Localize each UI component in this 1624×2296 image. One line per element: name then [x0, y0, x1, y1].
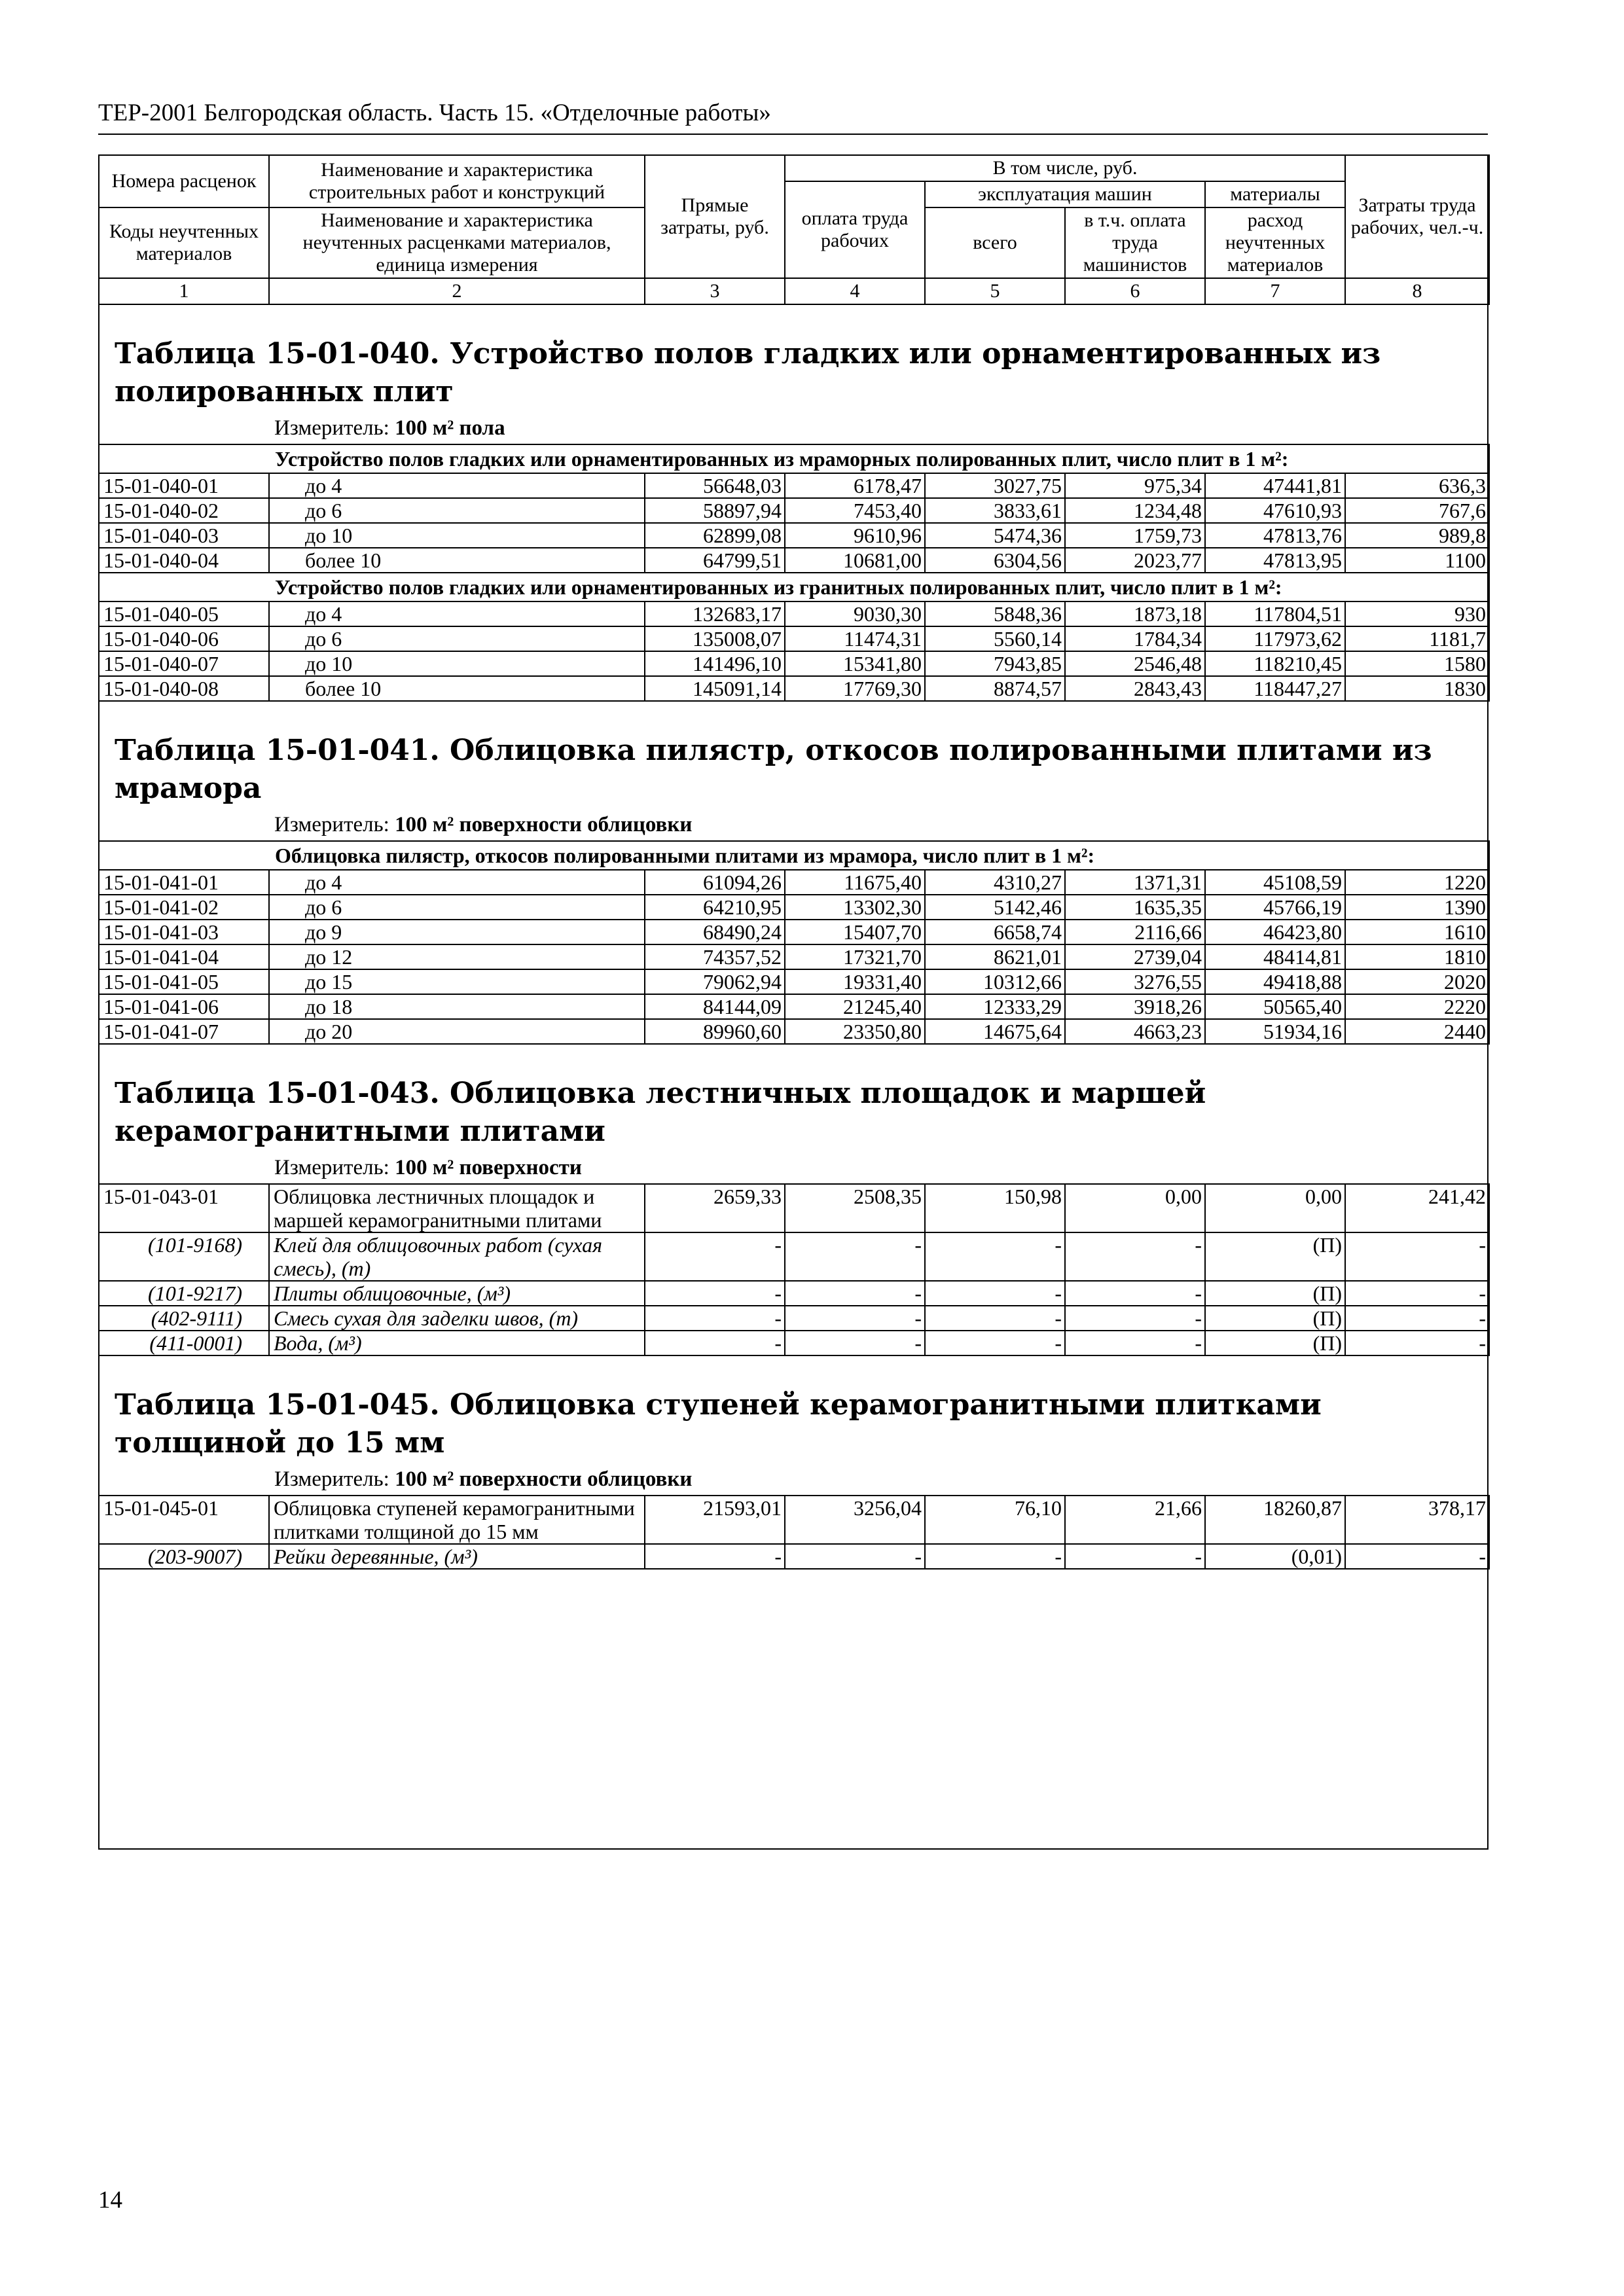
- rate-code: (402-9111): [99, 1306, 269, 1331]
- materials-cost: 50565,40: [1205, 994, 1345, 1019]
- rate-name: до 4: [269, 473, 645, 498]
- table-row: [99, 1184, 1489, 1232]
- machines-total: 4310,27: [925, 870, 1065, 895]
- direct-cost: -: [645, 1331, 785, 1355]
- page-number: 14: [98, 2187, 122, 2214]
- materials-cost: 47813,76: [1205, 523, 1345, 548]
- meter-row: [99, 1462, 1489, 1496]
- direct-cost: 64210,95: [645, 895, 785, 920]
- materials-cost: 118447,27: [1205, 676, 1345, 701]
- direct-cost: -: [645, 1306, 785, 1331]
- labor-hours: 2440: [1345, 1019, 1489, 1044]
- rate-code: 15-01-040-08: [99, 676, 269, 701]
- labor-pay: -: [785, 1331, 925, 1355]
- machinist-pay: 2116,66: [1065, 920, 1205, 944]
- labor-pay: 15407,70: [785, 920, 925, 944]
- meter-value: 100 м² поверхности: [395, 1156, 582, 1179]
- meter: [99, 1151, 1489, 1184]
- direct-cost: 61094,26: [645, 870, 785, 895]
- th-pryamye: Прямые затраты, руб.: [645, 155, 785, 278]
- machines-total: 5848,36: [925, 601, 1065, 626]
- meter-row: [99, 1151, 1489, 1184]
- rate-name: Облицовка ступеней керамогранитными плитками толщиной до 15 мм: [269, 1496, 645, 1544]
- labor-hours: 1810: [1345, 944, 1489, 969]
- th-vsego: всего: [925, 207, 1065, 278]
- direct-cost: 64799,51: [645, 548, 785, 573]
- direct-cost: 135008,07: [645, 626, 785, 651]
- machinist-pay: 2023,77: [1065, 548, 1205, 573]
- machines-total: 76,10: [925, 1496, 1065, 1544]
- labor-hours: -: [1345, 1281, 1489, 1306]
- table-row: [99, 651, 1489, 676]
- table-row: [99, 1496, 1489, 1544]
- page-header: [98, 97, 1488, 135]
- labor-pay: 11675,40: [785, 870, 925, 895]
- table-row: [99, 895, 1489, 920]
- machines-total: 6658,74: [925, 920, 1065, 944]
- col-num-1: 1: [99, 278, 269, 304]
- table-row: [99, 548, 1489, 573]
- table-title-row: [99, 1355, 1489, 1462]
- labor-hours: 241,42: [1345, 1184, 1489, 1232]
- machines-total: 14675,64: [925, 1019, 1065, 1044]
- table-title: Таблица 15-01-041. Облицовка пилястр, откосов полированными плитами из мрамора: [115, 734, 1432, 805]
- direct-cost: 21593,01: [645, 1496, 785, 1544]
- direct-cost: 132683,17: [645, 601, 785, 626]
- machinist-pay: 21,66: [1065, 1496, 1205, 1544]
- labor-pay: 19331,40: [785, 969, 925, 994]
- materials-cost: (П): [1205, 1232, 1345, 1281]
- materials-cost: (П): [1205, 1281, 1345, 1306]
- meter-row: [99, 808, 1489, 841]
- rate-code: 15-01-040-06: [99, 626, 269, 651]
- machinist-pay: 4663,23: [1065, 1019, 1205, 1044]
- rate-name: до 6: [269, 626, 645, 651]
- direct-cost: -: [645, 1232, 785, 1281]
- meter-label: Измеритель:: [274, 416, 389, 440]
- direct-cost: 89960,60: [645, 1019, 785, 1044]
- labor-pay: 6178,47: [785, 473, 925, 498]
- meter-label: Измеритель:: [274, 1467, 389, 1491]
- subsection-title: Облицовка пилястр, откосов полированными плитами из мрамора, число плит в 1 м²:: [99, 841, 1489, 870]
- header-row-1: [99, 155, 1489, 181]
- labor-hours: -: [1345, 1544, 1489, 1569]
- rates-table: [98, 154, 1490, 1570]
- machines-total: 3833,61: [925, 498, 1065, 523]
- material-row: [99, 1232, 1489, 1281]
- table-title-row: [99, 1044, 1489, 1151]
- machinist-pay: -: [1065, 1232, 1205, 1281]
- labor-pay: 9030,30: [785, 601, 925, 626]
- machines-total: 6304,56: [925, 548, 1065, 573]
- rate-name: Плиты облицовочные, (м³): [269, 1281, 645, 1306]
- machines-total: 8621,01: [925, 944, 1065, 969]
- materials-cost: 45108,59: [1205, 870, 1345, 895]
- rate-code: 15-01-041-05: [99, 969, 269, 994]
- rate-code: 15-01-041-06: [99, 994, 269, 1019]
- labor-hours: -: [1345, 1306, 1489, 1331]
- rate-code: 15-01-040-07: [99, 651, 269, 676]
- materials-cost: 117973,62: [1205, 626, 1345, 651]
- labor-pay: 9610,96: [785, 523, 925, 548]
- material-row: [99, 1331, 1489, 1355]
- labor-hours: -: [1345, 1331, 1489, 1355]
- rate-name: до 15: [269, 969, 645, 994]
- labor-pay: 17321,70: [785, 944, 925, 969]
- rate-code: 15-01-045-01: [99, 1496, 269, 1544]
- rate-name: до 10: [269, 651, 645, 676]
- machines-total: 5142,46: [925, 895, 1065, 920]
- col-num-6: 6: [1065, 278, 1205, 304]
- labor-hours: 378,17: [1345, 1496, 1489, 1544]
- th-rashod: расход неучтенных материалов: [1205, 207, 1345, 278]
- table-row: [99, 473, 1489, 498]
- rate-code: (101-9168): [99, 1232, 269, 1281]
- meter-value: 100 м² поверхности облицовки: [395, 813, 693, 836]
- machinist-pay: 3276,55: [1065, 969, 1205, 994]
- labor-hours: 1610: [1345, 920, 1489, 944]
- direct-cost: 68490,24: [645, 920, 785, 944]
- labor-pay: 15341,80: [785, 651, 925, 676]
- materials-cost: 47441,81: [1205, 473, 1345, 498]
- machines-total: -: [925, 1306, 1065, 1331]
- th-kody: Коды неучтенных материалов: [99, 207, 269, 278]
- table-row: [99, 523, 1489, 548]
- labor-pay: 11474,31: [785, 626, 925, 651]
- machinist-pay: 1635,35: [1065, 895, 1205, 920]
- rate-code: (101-9217): [99, 1281, 269, 1306]
- rate-code: (203-9007): [99, 1544, 269, 1569]
- machines-total: 10312,66: [925, 969, 1065, 994]
- direct-cost: 62899,08: [645, 523, 785, 548]
- material-row: [99, 1544, 1489, 1569]
- labor-hours: 989,8: [1345, 523, 1489, 548]
- rate-code: 15-01-040-01: [99, 473, 269, 498]
- meter: [99, 808, 1489, 841]
- rate-name: до 10: [269, 523, 645, 548]
- rate-code: 15-01-040-03: [99, 523, 269, 548]
- meter: [99, 1462, 1489, 1496]
- th-materialy: материалы: [1205, 181, 1345, 207]
- rate-code: 15-01-040-04: [99, 548, 269, 573]
- subsection-row: [99, 444, 1489, 473]
- rate-name: Смесь сухая для заделки швов, (т): [269, 1306, 645, 1331]
- labor-pay: 17769,30: [785, 676, 925, 701]
- rate-name: Вода, (м³): [269, 1331, 645, 1355]
- labor-pay: 10681,00: [785, 548, 925, 573]
- materials-cost: 18260,87: [1205, 1496, 1345, 1544]
- labor-hours: 1580: [1345, 651, 1489, 676]
- machinist-pay: 1873,18: [1065, 601, 1205, 626]
- labor-hours: -: [1345, 1232, 1489, 1281]
- machines-total: 150,98: [925, 1184, 1065, 1232]
- rate-name: до 6: [269, 895, 645, 920]
- machinist-pay: 2546,48: [1065, 651, 1205, 676]
- rate-code: (411-0001): [99, 1331, 269, 1355]
- machinist-pay: 0,00: [1065, 1184, 1205, 1232]
- rate-code: 15-01-040-02: [99, 498, 269, 523]
- rate-name: более 10: [269, 548, 645, 573]
- table-title: Таблица 15-01-043. Облицовка лестничных площадок и маршей керамогранитными плитами: [115, 1077, 1206, 1148]
- meter-label: Измеритель:: [274, 813, 389, 836]
- table-row: [99, 498, 1489, 523]
- materials-cost: 47813,95: [1205, 548, 1345, 573]
- materials-cost: 0,00: [1205, 1184, 1345, 1232]
- labor-pay: -: [785, 1544, 925, 1569]
- labor-pay: -: [785, 1306, 925, 1331]
- col-num-8: 8: [1345, 278, 1489, 304]
- labor-hours: 2020: [1345, 969, 1489, 994]
- rate-name: до 20: [269, 1019, 645, 1044]
- labor-pay: 23350,80: [785, 1019, 925, 1044]
- labor-hours: 1181,7: [1345, 626, 1489, 651]
- material-row: [99, 1306, 1489, 1331]
- col-num-7: 7: [1205, 278, 1345, 304]
- rate-code: 15-01-043-01: [99, 1184, 269, 1232]
- th-ekspl: эксплуатация машин: [925, 181, 1205, 207]
- direct-cost: 2659,33: [645, 1184, 785, 1232]
- rate-name: до 9: [269, 920, 645, 944]
- labor-pay: 3256,04: [785, 1496, 925, 1544]
- machinist-pay: 1371,31: [1065, 870, 1205, 895]
- rate-code: 15-01-041-02: [99, 895, 269, 920]
- machinist-pay: 2739,04: [1065, 944, 1205, 969]
- table-row: [99, 994, 1489, 1019]
- machinist-pay: -: [1065, 1281, 1205, 1306]
- th-nomera: Номера расценок: [99, 155, 269, 207]
- machinist-pay: 1784,34: [1065, 626, 1205, 651]
- table-title: Таблица 15-01-040. Устройство полов гладких или орнаментированных из полированных плит: [115, 337, 1381, 408]
- labor-hours: 1220: [1345, 870, 1489, 895]
- rate-name: Рейки деревянные, (м³): [269, 1544, 645, 1569]
- table-row: [99, 944, 1489, 969]
- rate-code: 15-01-041-07: [99, 1019, 269, 1044]
- materials-cost: (0,01): [1205, 1544, 1345, 1569]
- col-num-2: 2: [269, 278, 645, 304]
- labor-pay: 7453,40: [785, 498, 925, 523]
- materials-cost: 49418,88: [1205, 969, 1345, 994]
- machines-total: -: [925, 1232, 1065, 1281]
- direct-cost: 58897,94: [645, 498, 785, 523]
- machines-total: 5560,14: [925, 626, 1065, 651]
- rate-code: 15-01-041-04: [99, 944, 269, 969]
- direct-cost: 56648,03: [645, 473, 785, 498]
- direct-cost: 145091,14: [645, 676, 785, 701]
- materials-cost: 45766,19: [1205, 895, 1345, 920]
- labor-pay: -: [785, 1281, 925, 1306]
- machinist-pay: 975,34: [1065, 473, 1205, 498]
- material-row: [99, 1281, 1489, 1306]
- rate-code: 15-01-041-03: [99, 920, 269, 944]
- th-vtch: в т.ч. оплата труда машинистов: [1065, 207, 1205, 278]
- labor-pay: -: [785, 1232, 925, 1281]
- subsection-title: Устройство полов гладких или орнаментированных из мраморных полированных плит, число плит в 1 м²:: [99, 444, 1489, 473]
- col-num-4: 4: [785, 278, 925, 304]
- materials-cost: (П): [1205, 1306, 1345, 1331]
- rate-code: 15-01-041-01: [99, 870, 269, 895]
- machines-total: 12333,29: [925, 994, 1065, 1019]
- materials-cost: 46423,80: [1205, 920, 1345, 944]
- machinist-pay: 2843,43: [1065, 676, 1205, 701]
- table-row: [99, 676, 1489, 701]
- th-zatraty: Затраты труда рабочих, чел.-ч.: [1345, 155, 1489, 278]
- table-row: [99, 626, 1489, 651]
- labor-hours: 1390: [1345, 895, 1489, 920]
- machines-total: 3027,75: [925, 473, 1065, 498]
- th-oplata: оплата труда рабочих: [785, 181, 925, 278]
- column-number-row: [99, 278, 1489, 304]
- rate-name: Клей для облицовочных работ (сухая смесь), (т): [269, 1232, 645, 1281]
- rate-name: до 4: [269, 870, 645, 895]
- direct-cost: 84144,09: [645, 994, 785, 1019]
- table-row: [99, 920, 1489, 944]
- machines-total: 5474,36: [925, 523, 1065, 548]
- rate-name: более 10: [269, 676, 645, 701]
- col-num-5: 5: [925, 278, 1065, 304]
- machinist-pay: -: [1065, 1306, 1205, 1331]
- labor-pay: 2508,35: [785, 1184, 925, 1232]
- table-row: [99, 870, 1489, 895]
- labor-hours: 1830: [1345, 676, 1489, 701]
- machinist-pay: 1759,73: [1065, 523, 1205, 548]
- machines-total: -: [925, 1281, 1065, 1306]
- rate-name: до 12: [269, 944, 645, 969]
- direct-cost: 74357,52: [645, 944, 785, 969]
- subsection-row: [99, 841, 1489, 870]
- machines-total: 8874,57: [925, 676, 1065, 701]
- direct-cost: 79062,94: [645, 969, 785, 994]
- table-title-row: [99, 304, 1489, 411]
- materials-cost: 47610,93: [1205, 498, 1345, 523]
- table-title: Таблица 15-01-045. Облицовка ступеней керамогранитными плитками толщиной до 15 мм: [115, 1388, 1322, 1460]
- rate-code: 15-01-040-05: [99, 601, 269, 626]
- meter-label: Измеритель:: [274, 1156, 389, 1179]
- rates-content: [98, 154, 1489, 1856]
- materials-cost: (П): [1205, 1331, 1345, 1355]
- machinist-pay: 1234,48: [1065, 498, 1205, 523]
- machines-total: 7943,85: [925, 651, 1065, 676]
- rate-name: до 4: [269, 601, 645, 626]
- labor-hours: 636,3: [1345, 473, 1489, 498]
- meter-value: 100 м² поверхности облицовки: [395, 1467, 693, 1491]
- labor-hours: 1100: [1345, 548, 1489, 573]
- materials-cost: 118210,45: [1205, 651, 1345, 676]
- materials-cost: 48414,81: [1205, 944, 1345, 969]
- machines-total: -: [925, 1544, 1065, 1569]
- document-title: ТЕР-2001 Белгородская область. Часть 15. «Отделочные работы»: [98, 99, 771, 126]
- rates-table-body: [99, 155, 1489, 1569]
- table-title-row: [99, 701, 1489, 808]
- machinist-pay: 3918,26: [1065, 994, 1205, 1019]
- machinist-pay: -: [1065, 1331, 1205, 1355]
- materials-cost: 117804,51: [1205, 601, 1345, 626]
- table-row: [99, 601, 1489, 626]
- th-naim2: Наименование и характеристика неучтенных расценками материалов, единица измерения: [269, 207, 645, 278]
- subsection-row: [99, 573, 1489, 601]
- table-row: [99, 1019, 1489, 1044]
- rate-name: Облицовка лестничных площадок и маршей керамогранитными плитами: [269, 1184, 645, 1232]
- th-naim: Наименование и характеристика строительных работ и конструкций: [269, 155, 645, 207]
- labor-pay: 21245,40: [785, 994, 925, 1019]
- machinist-pay: -: [1065, 1544, 1205, 1569]
- labor-hours: 2220: [1345, 994, 1489, 1019]
- direct-cost: 141496,10: [645, 651, 785, 676]
- th-v-tom-chisle: В том числе, руб.: [785, 155, 1345, 181]
- rate-name: до 18: [269, 994, 645, 1019]
- machines-total: -: [925, 1331, 1065, 1355]
- direct-cost: -: [645, 1544, 785, 1569]
- labor-pay: 13302,30: [785, 895, 925, 920]
- meter-row: [99, 411, 1489, 444]
- col-num-3: 3: [645, 278, 785, 304]
- materials-cost: 51934,16: [1205, 1019, 1345, 1044]
- meter: [99, 411, 1489, 444]
- rate-name: до 6: [269, 498, 645, 523]
- meter-value: 100 м² пола: [395, 416, 505, 440]
- table-row: [99, 969, 1489, 994]
- labor-hours: 767,6: [1345, 498, 1489, 523]
- direct-cost: -: [645, 1281, 785, 1306]
- labor-hours: 930: [1345, 601, 1489, 626]
- subsection-title: Устройство полов гладких или орнаментированных из гранитных полированных плит, число плит в 1 м²:: [99, 573, 1489, 601]
